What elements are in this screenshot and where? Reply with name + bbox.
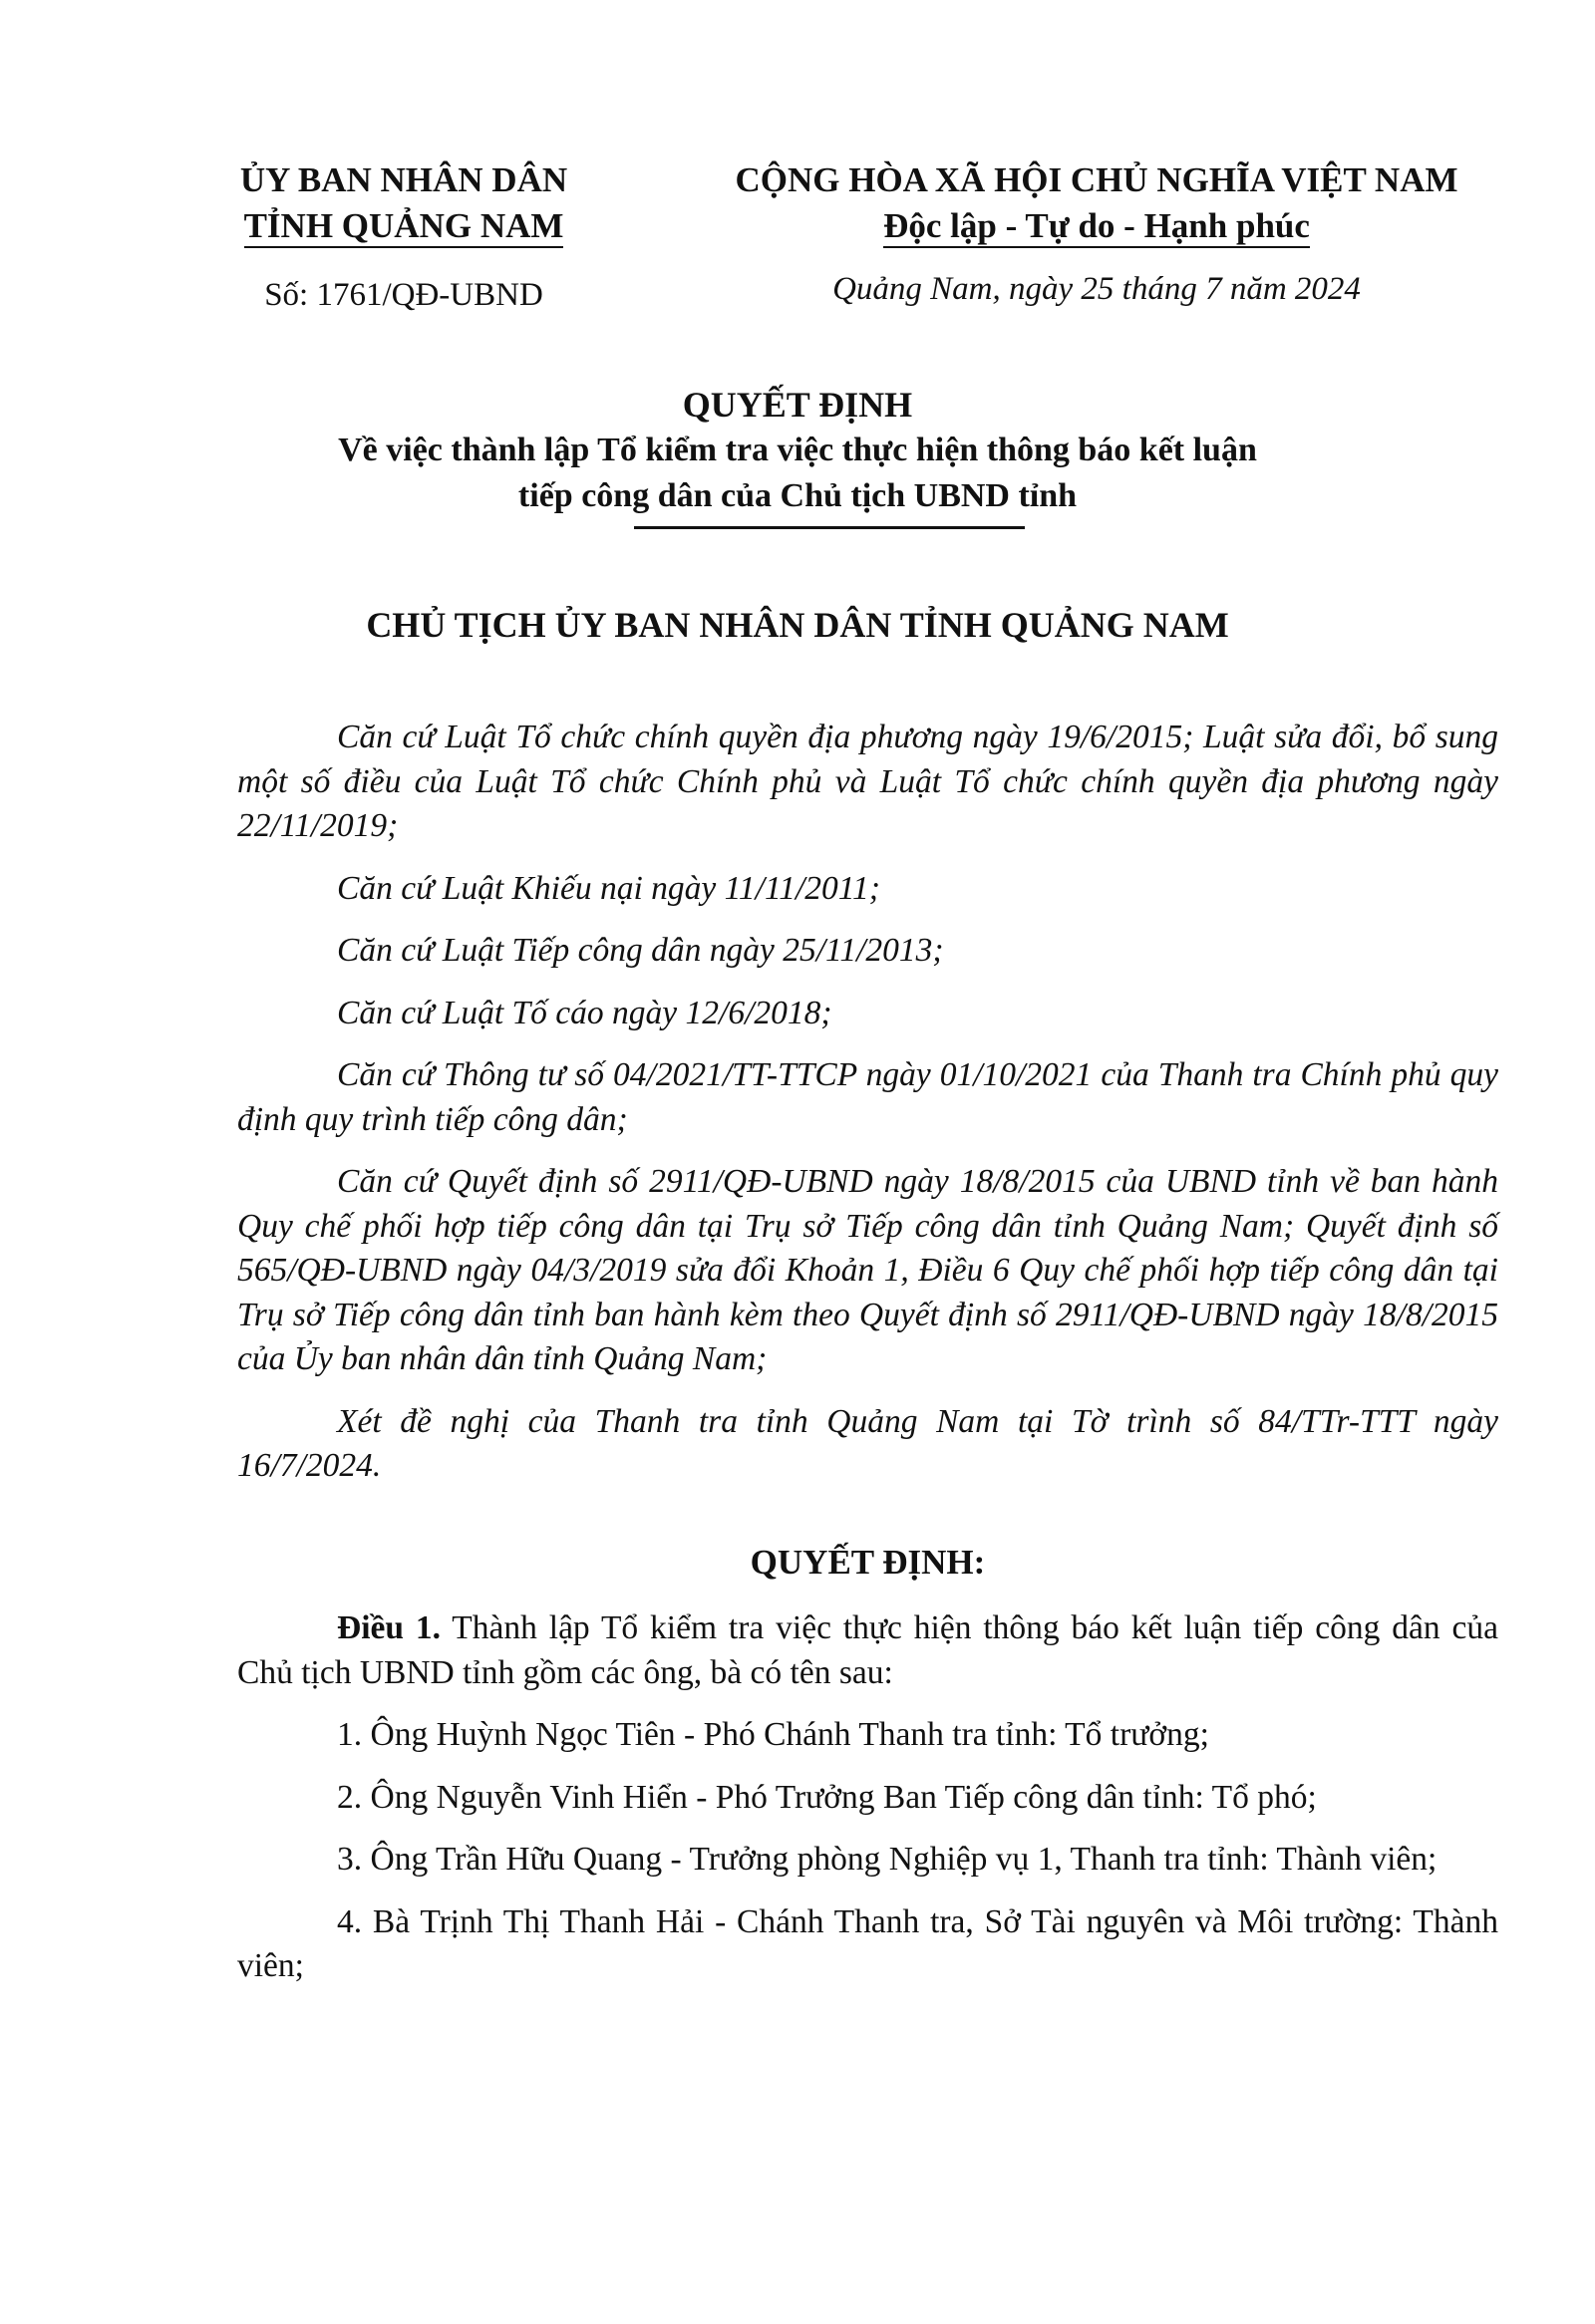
legal-basis-2: Căn cứ Luật Khiếu nại ngày 11/11/2011; — [337, 869, 880, 907]
member-item: 2. Ông Nguyễn Vinh Hiển - Phó Trưởng Ban Tiếp công dân tỉnh: Tổ phó; — [337, 1778, 1317, 1816]
issuing-agency-block — [199, 157, 608, 314]
legal-basis-1: Căn cứ Luật Tổ chức chính quyền địa phương ngày 19/6/2015; Luật sửa đổi, bổ sung một số điều của Luật Tổ chức Chính phủ và Luật Tổ chức chính quyền địa phương ngày 22/11/2019; — [237, 719, 1498, 844]
member-item: 1. Ông Huỳnh Ngọc Tiên - Phó Chánh Thanh tra tỉnh: Tổ trưởng; — [337, 1716, 1209, 1753]
decision-subject-line-1: Về việc thành lập Tổ kiểm tra việc thực hiện thông báo kết luận — [338, 432, 1257, 468]
issuing-authority-heading: CHỦ TỊCH ỦY BAN NHÂN DÂN TỈNH QUẢNG NAM — [366, 605, 1229, 645]
article-1 — [237, 1606, 1498, 1695]
document-body — [237, 716, 1498, 2007]
decision-heading: QUYẾT ĐỊNH: — [750, 1542, 986, 1582]
document-header — [0, 157, 1595, 327]
legal-basis-4: Căn cứ Luật Tố cáo ngày 12/6/2018; — [337, 994, 832, 1031]
decision-title-main: QUYẾT ĐỊNH — [682, 385, 913, 425]
legal-basis-5: Căn cứ Thông tư số 04/2021/TT-TTCP ngày 01/10/2021 của Thanh tra Chính phủ quy định quy trình tiếp công dân; — [237, 1056, 1498, 1138]
agency-line-2: TỈNH QUẢNG NAM — [244, 206, 564, 248]
decision-subject-line-2: tiếp công dân của Chủ tịch UBND tỉnh — [517, 477, 1078, 514]
place-and-date: Quảng Nam, ngày 25 tháng 7 năm 2024 — [832, 271, 1361, 307]
legal-basis-6: Căn cứ Quyết định số 2911/QĐ-UBND ngày 18/8/2015 của UBND tỉnh về ban hành Quy chế phối hợp tiếp công dân tại Trụ sở Tiếp công dân tỉnh Quảng Nam; Quyết định số 565/QĐ-UBND ngày 04/3/2019 sửa đổi Khoản 1, Điều 6 Quy chế phối hợp tiếp công dân tại Trụ sở Tiếp công dân tỉnh ban hành kèm theo Quyết định số 2911/QĐ-UBND ngày 18/8/2015 của Ủy ban nhân dân tỉnh Quảng Nam; — [237, 1163, 1498, 1377]
article-1-label: Điều 1. — [337, 1609, 442, 1646]
decision-title — [0, 382, 1595, 519]
legal-basis-3: Căn cứ Luật Tiếp công dân ngày 25/11/2013; — [337, 932, 944, 969]
member-item: 4. Bà Trịnh Thị Thanh Hải - Chánh Thanh tra, Sở Tài nguyên và Môi trường: Thành viên; — [237, 1902, 1498, 1984]
member-item: 3. Ông Trần Hữu Quang - Trưởng phòng Nghiệp vụ 1, Thanh tra tỉnh: Thành viên; — [337, 1841, 1437, 1878]
document-number: Số: 1761/QĐ-UBND — [264, 277, 543, 313]
article-1-text: Thành lập Tổ kiểm tra việc thực hiện thông báo kết luận tiếp công dân của Chủ tịch UBND tỉnh gồm các ông, bà có tên sau: — [237, 1609, 1499, 1691]
country-name: CỘNG HÒA XÃ HỘI CHỦ NGHĨA VIỆT NAM — [735, 160, 1458, 199]
national-header-block — [698, 157, 1495, 308]
title-divider — [634, 526, 1025, 529]
agency-line-1: ỦY BAN NHÂN DÂN — [239, 160, 568, 199]
proposal-basis: Xét đề nghị của Thanh tra tỉnh Quảng Nam tại Tờ trình số 84/TTr-TTT ngày 16/7/2024. — [237, 1402, 1498, 1484]
national-motto: Độc lập - Tự do - Hạnh phúc — [883, 206, 1310, 248]
